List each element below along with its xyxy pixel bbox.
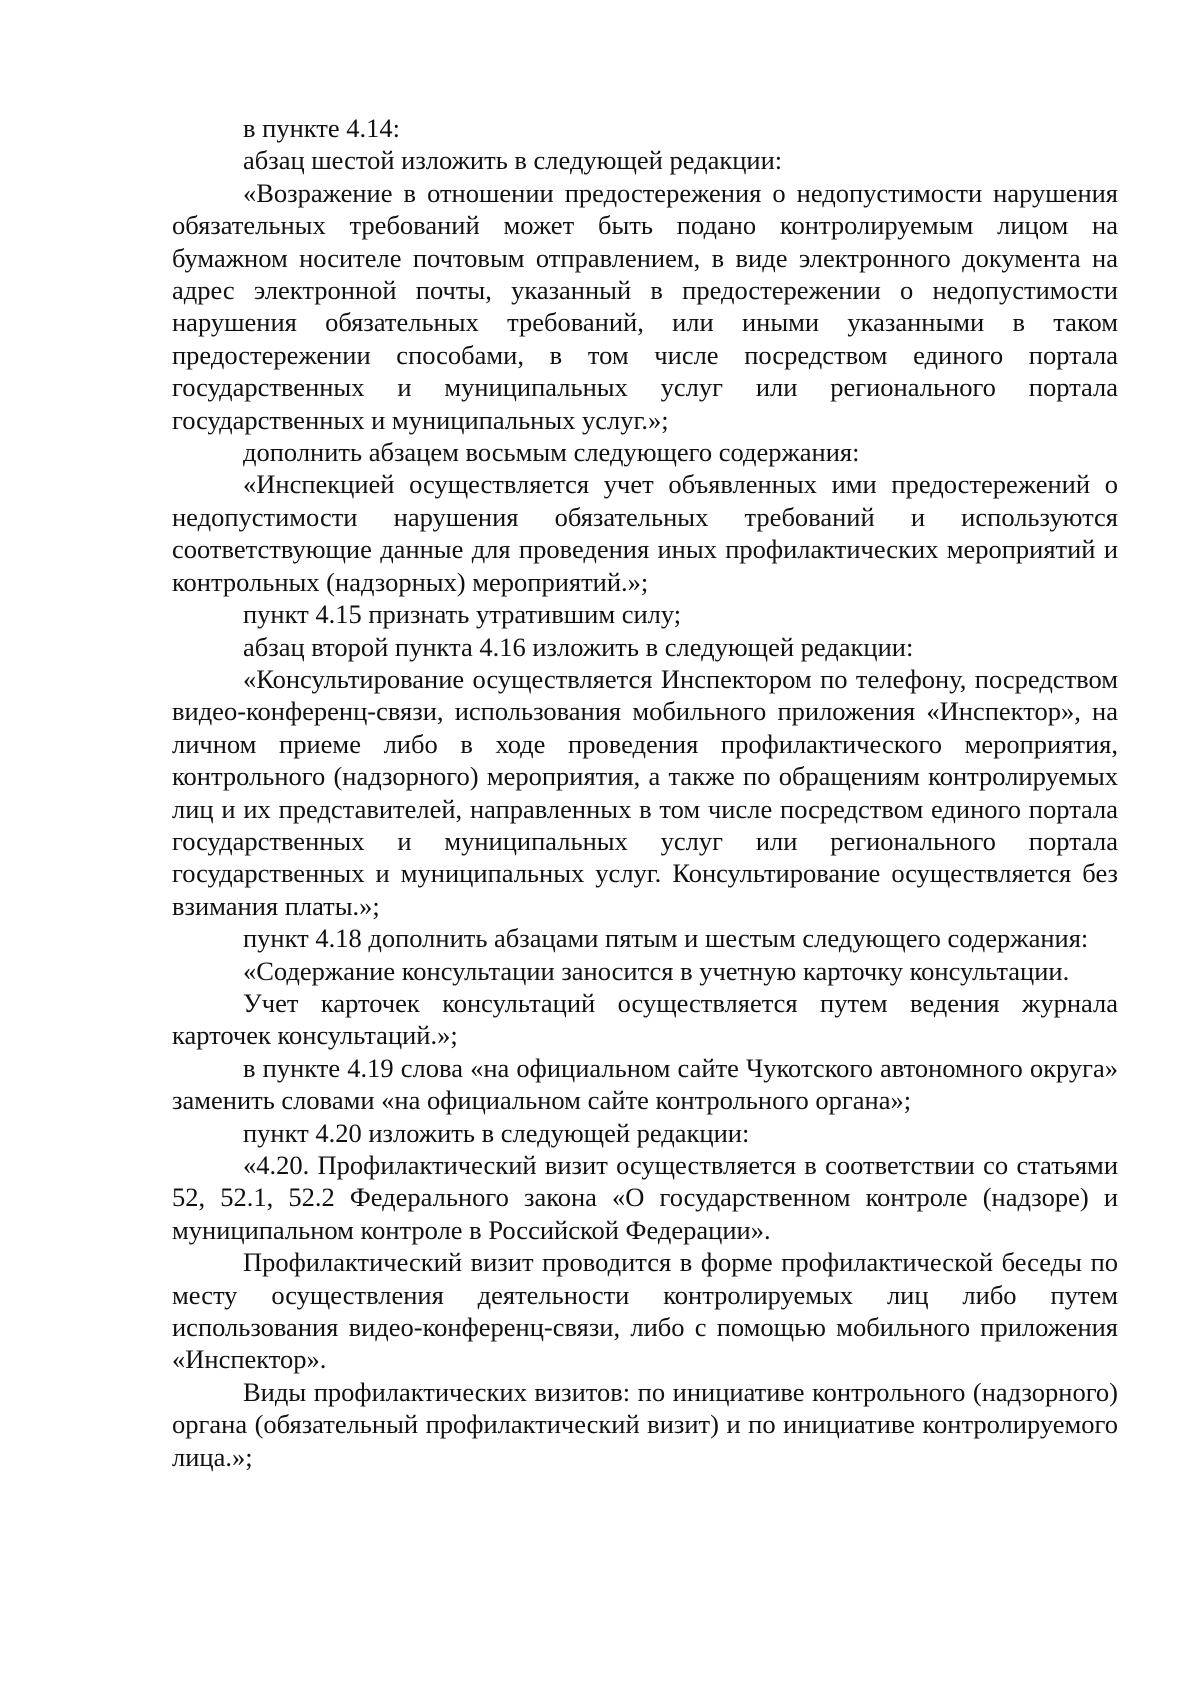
paragraph-12: в пункте 4.19 слова «на официальном сайте Чукотского автономного округа» заменить словами «на официальном сайте контрольного органа»;: [172, 1052, 1118, 1116]
paragraph-9: пункт 4.18 дополнить абзацами пятым и шестым следующего содержания:: [243, 923, 1089, 954]
paragraph-1: в пункте 4.14:: [243, 113, 400, 143]
paragraph-7: абзац второй пункта 4.16 изложить в следующей редакции:: [243, 631, 914, 662]
paragraph-15: Профилактический визит проводится в форме профилактической беседы по месту осуществления деятельности контролируемых лиц либо путем использования видео-конференц-связи, либо с помощью мобильного приложения «Инспектор».: [172, 1247, 1118, 1375]
paragraph-4: дополнить абзацем восьмым следующего содержания:: [243, 437, 860, 468]
paragraph-13: пункт 4.20 изложить в следующей редакции:: [243, 1117, 750, 1148]
paragraph-2: абзац шестой изложить в следующей редакции:: [243, 145, 783, 176]
paragraph-8: «Консультирование осуществляется Инспектором по телефону, посредством видео-конференц-связи, использования мобильного приложения «Инспектор», на личном приеме либо в ходе проведения профилактического мероприятия, контрольного (надзорного) мероприятия, а также по обращениям контролируемых лиц и их представителей, направленных в том числе посредством единого портала государственных и муниципальных услуг или регионального портала государственных и муниципальных услуг. Консультирование осуществляется без взимания платы.»;: [172, 663, 1118, 921]
document-body: [172, 112, 1118, 1473]
paragraph-14: «4.20. Профилактический визит осуществляется в соответствии со статьями 52, 52.1, 52.2 Федерального закона «О государственном контроле (надзоре) и муниципальном контроле в Российской Федерации».: [172, 1150, 1118, 1245]
paragraph-5: «Инспекцией осуществляется учет объявленных ими предостережений о недопустимости нарушения обязательных требований и используются соответствующие данные для проведения иных профилактических мероприятий и контрольных (надзорных) мероприятий.»;: [172, 469, 1118, 597]
paragraph-10: «Содержание консультации заносится в учетную карточку консультации.: [243, 955, 1070, 986]
paragraph-6: пункт 4.15 признать утратившим силу;: [243, 599, 682, 630]
paragraph-3: «Возражение в отношении предостережения о недопустимости нарушения обязательных требований может быть подано контролируемым лицом на бумажном носителе почтовым отправлением, в виде электронного документа на адрес электронной почты, указанный в предостережении о недопустимости нарушения обязательных требований, или иными указанными в таком предостережении способами, в том числе посредством единого портала государственных и муниципальных услуг или регионального портала государственных и муниципальных услуг.»;: [172, 177, 1118, 435]
paragraph-11: Учет карточек консультаций осуществляется путем ведения журнала карточек консультаций.»;: [172, 987, 1118, 1051]
paragraph-16: Виды профилактических визитов: по инициативе контрольного (надзорного) органа (обязательный профилактический визит) и по инициативе контролируемого лица.»;: [172, 1376, 1118, 1472]
